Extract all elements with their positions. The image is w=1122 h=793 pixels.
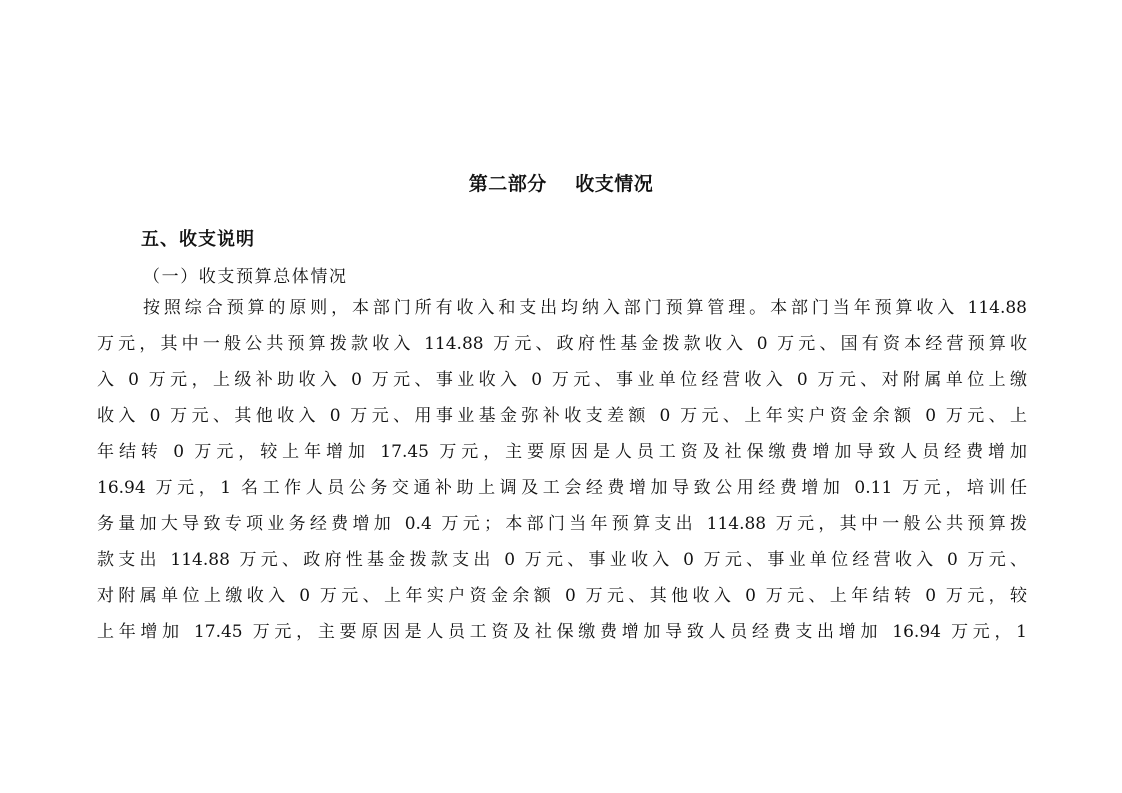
paragraph-line: 万元，其中一般公共预算拨款收入 114.88 万元、政府性基金拨款收入 0 万元、国有资本经营预算收 — [97, 334, 1027, 354]
paragraph-line: 款支出 114.88 万元、政府性基金拨款支出 0 万元、事业收入 0 万元、事业单位经营收入 0 万元、 — [97, 550, 1027, 570]
paragraph-line: 16.94 万元，1 名工作人员公务交通补助上调及工会经费增加导致公用经费增加 0.11 万元，培训任 — [97, 478, 1027, 498]
paragraph-line: 对附属单位上缴收入 0 万元、上年实户资金余额 0 万元、其他收入 0 万元、上年结转 0 万元，较 — [97, 586, 1027, 606]
part-title: 第二部分 收支情况 — [468, 173, 654, 195]
paragraph-line: 上年增加 17.45 万元，主要原因是人员工资及社保缴费增加导致人员经费支出增加 16.94 万元，1 — [97, 622, 1027, 642]
paragraph-line: 年结转 0 万元，较上年增加 17.45 万元，主要原因是人员工资及社保缴费增加导致人员经费增加 — [97, 442, 1027, 462]
paragraph-line: 入 0 万元，上级补助收入 0 万元、事业收入 0 万元、事业单位经营收入 0 万元、对附属单位上缴 — [97, 370, 1027, 390]
paragraph-line: 务量加大导致专项业务经费增加 0.4 万元；本部门当年预算支出 114.88 万元，其中一般公共预算拨 — [97, 514, 1027, 534]
paragraph-line: 按照综合预算的原则，本部门所有收入和支出均纳入部门预算管理。本部门当年预算收入 114.88 — [143, 298, 1027, 318]
sub-heading: （一）收支预算总体情况 — [143, 267, 348, 287]
paragraph-line: 收入 0 万元、其他收入 0 万元、用事业基金弥补收支差额 0 万元、上年实户资金余额 0 万元、上 — [97, 406, 1027, 426]
section-heading: 五、收支说明 — [141, 229, 255, 250]
body-paragraph — [97, 290, 1027, 650]
